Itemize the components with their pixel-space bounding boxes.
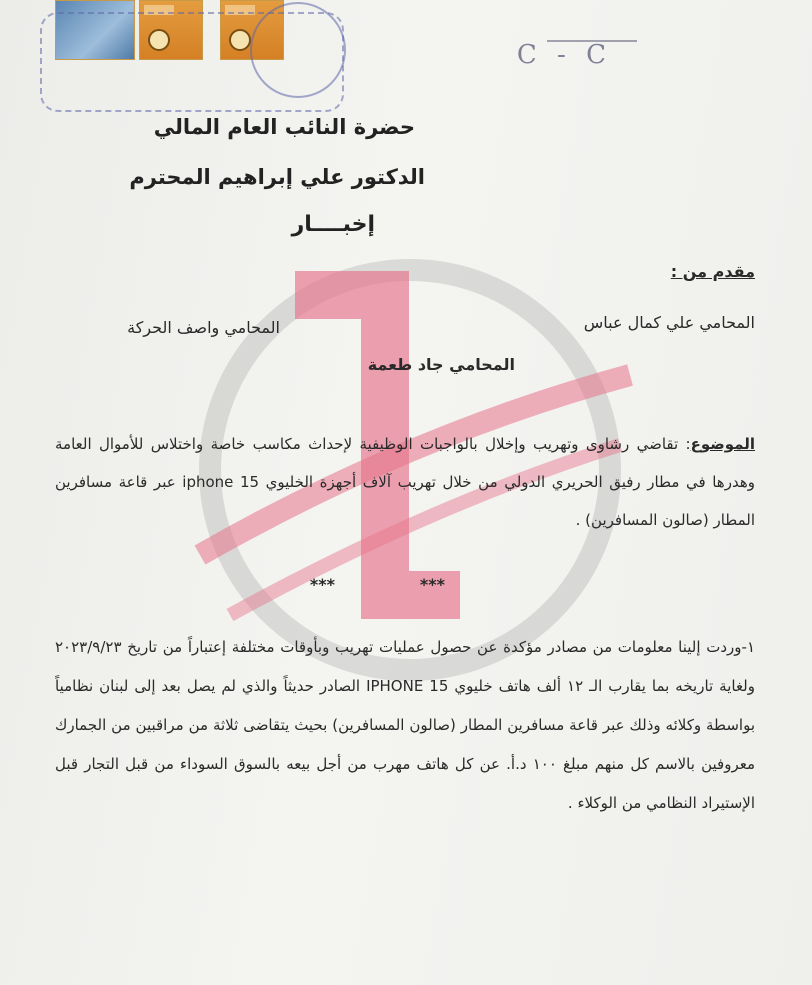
document-type: إخبــــار <box>291 212 375 237</box>
lawyer-1: المحامي علي كمال عباس <box>583 313 755 332</box>
postmark-circle <box>250 2 346 98</box>
subject-text: : تقاضي رشاوى وتهريب وإخلال بالواجبات الوظيفية لإحداث مكاسب خاصة واختلاس للأموال العامة وهدرها في مطار رفيق الحريري الدولي من خلال تهريب آلاف أجهزة الخليوي iphone 15 عبر قاعة مسافرين المطار (صالون المسافرين) . <box>55 435 755 529</box>
handwritten-scribble <box>547 0 637 42</box>
lawyer-3: المحامي جاد طعمة <box>367 355 515 374</box>
body-paragraph-1: ١-وردت إلينا معلومات من مصادر مؤكدة عن حصول عمليات تهريب وبأوقات مختلفة إعتباراً من تاريخ ٢٠٢٣/٩/٢٣ ولغاية تاريخه بما يقارب الـ ١٢ ألف هاتف خليوي IPHONE 15 الصادر حديثاً والذي لم يصل بعد إلى لبنان نظامياً بواسطة وكلائه وذلك عبر قاعة مسافرين المطار (صالون المسافرين) بحيث يتقاضى ثلاثة من مراقبين من الجمارك معروفين بالاسم كل منهم مبلغ ١٠٠ د.أ. عن كل هاتف مهرب من أجل بيعه بالسوق السوداء من قبل التجار قبل الإستيراد النظامي من الوكلاء . <box>55 638 755 812</box>
subject-label: الموضوع <box>690 435 755 453</box>
handwritten-note: C - C <box>516 40 612 70</box>
separator-stars-left: *** <box>419 575 445 594</box>
recipient-name: الدكتور علي إبراهيم المحترم <box>129 165 425 189</box>
from-label: مقدم من : <box>670 262 755 281</box>
recipient-title: حضرة النائب العام المالي <box>153 115 415 139</box>
separator-stars-right: *** <box>309 575 335 594</box>
lawyer-2: المحامي واصف الحركة <box>127 318 280 337</box>
subject-paragraph <box>55 425 755 539</box>
